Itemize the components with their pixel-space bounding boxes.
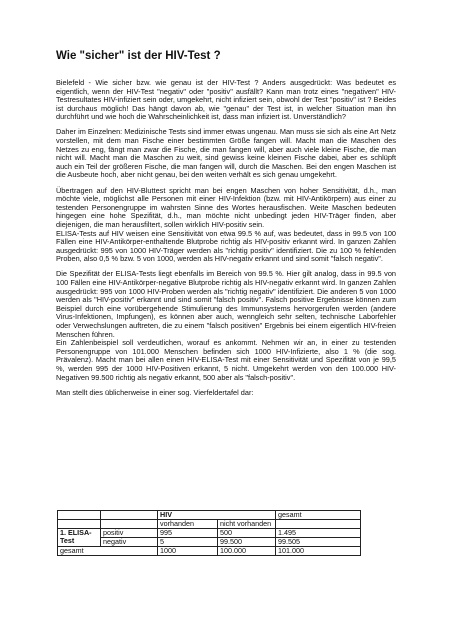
table-header-hiv: HIV [158, 511, 276, 520]
table-cell: 99.505 [276, 538, 361, 547]
table-label-gesamt: gesamt [58, 547, 158, 556]
paragraph-intro: Bielefeld - Wie sicher bzw. wie genau ist der HIV-Test ? Anders ausgedrückt: Was bedeutet es eigentlich, wenn der HIV-Test "negativ" oder "positiv" ausfällt? Kann man trotz eines "negativen" HIV-Testresultates HIV-infiziert sein oder, umgekehrt, nicht infiziert sein, obwohl der Test "positiv" ist ? Beides ist durchaus möglich! Das hängt davon ab, wie "genau" der Test ist, in welcher Situation man ihn durchführt und wie hoch die Wahrscheinlichkeit ist, dass man infiziert ist. Unverständlich? [56, 78, 396, 122]
table-cell: 100.000 [218, 547, 276, 556]
table-cell: 995 [158, 529, 218, 538]
table-header-vorhanden: vorhanden [158, 520, 218, 529]
table-cell: 99.500 [218, 538, 276, 547]
table-cell: 1000 [158, 547, 218, 556]
paragraph-table-intro: Man stellt dies üblicherweise in einer sog. Vierfeldertafel dar: [56, 387, 254, 397]
paragraph-specificity: Die Spezifität der ELISA-Tests liegt ebenfalls im Bereich von 99.5 %. Hier gilt analog, dass in 99.5 von 100 Fällen eine HIV-Antikörper-negative Blutprobe richtig als HIV-negativ erkannt wird. In ganzen Zahlen ausgedrückt: 995 von 1000 HIV-Proben werden als "richtig negativ" identifiziert. Die anderen 5 von 1000 werden als "HIV-positiv" erkannt und sind somit "falsch positiv". Falsch positive Ergebnisse können zum Beispiel durch eine vorübergehende Stimulierung des Immunsystems hervorgerufen werden (andere Virus-Infektionen, Impfungen), es können aber auch, wenngleich sehr selten, technische Laborfehler oder Verwechslungen auftreten, die zu einem "falsch positiven" Ergebnis bei einem eigentlich HIV-freien Menschen führen. Ein Zahlenbeispiel soll verdeutlichen, worauf es ankommt. Nehmen wir an, in einer zu testenden Personengruppe von 101.000 Menschen befinden sich 1000 HIV-Infizierte, also 1 % (die sog. Prävalenz). Macht man bei allen einen HIV-ELISA-Test mit einer Sensitivität und Spezifität von je 99,5 %, werden 995 der 1000 HIV-Positiven erkannt, 5 nicht. Umgekehrt werden von den 100.000 HIV-Negativen 99.500 richtig als negativ erkannt, 500 aber als "falsch-positiv". [56, 269, 396, 382]
table-cell: 1.495 [276, 529, 361, 538]
table-label-negativ: negativ [101, 538, 158, 547]
four-field-table [57, 510, 361, 556]
table-label-positiv: positiv [101, 529, 158, 538]
table-cell: 500 [218, 529, 276, 538]
table-header-nicht-vorhanden: nicht vorhanden [218, 520, 276, 529]
table-cell-empty [101, 511, 158, 520]
paragraph-sensitivity: Übertragen auf den HIV-Bluttest spricht man bei engen Maschen von hoher Sensitivität, d.h., man möchte viele, möglichst alle Personen mit einer HIV-Infektion (bzw. mit HIV-Antikörpern) aus einer zu testenden Personengruppe im wahrsten Sinne des Wortes herausfischen. Weite Maschen bedeuten hingegen eine hohe Spezifität, d.h., man möchte nicht unbedingt jeden HIV-Träger finden, aber diejenigen, die man herausfiltert, sollen wirklich HIV-positiv sein. ELISA-Tests auf HIV weisen eine Sensitivität von etwa 99.5 % auf, was bedeutet, dass in 99.5 von 100 Fällen eine HIV-Antikörper-enthaltende Blutprobe richtig als HIV-positiv erkannt wird. In ganzen Zahlen ausgedrückt: 995 von 1000 HIV-Träger werden als "richtig positiv" identifiziert. Die zu 100 % fehlenden Proben, also 0,5 % bzw. 5 von 1000, werden als HIV-negativ erkannt und sind somit "falsch negativ". [56, 185, 396, 264]
table-cell-empty [58, 511, 101, 520]
article-body [56, 79, 396, 404]
document-title: Wie "sicher" ist der HIV-Test ? [56, 50, 221, 62]
table-cell: 5 [158, 538, 218, 547]
table-cell: 101.000 [276, 547, 361, 556]
table-row-label-elisa: 1. ELISA-Test [58, 529, 101, 547]
paragraph-net-analogy: Daher im Einzelnen: Medizinische Tests sind immer etwas ungenau. Man muss sie sich als eine Art Netz vorstellen, mit dem man Fische einer bestimmten Größe fangen will. Macht man die Maschen des Netzes zu eng, fängt man zwar die Fische, die man fangen will, aber auch viele kleine Fische, die man nicht will. Macht man die Maschen zu weit, sind gewiss keine kleinen Fische dabei, aber es schlüpft auch ein Teil der größeren Fische, die man fangen will, durch die Maschen. Bei den engen Maschen ist die Ausbeute hoch, aber nicht genau, bei den weiten verhält es sich genau umgekehrt. [56, 127, 396, 180]
table-header-gesamt: gesamt [276, 511, 361, 520]
